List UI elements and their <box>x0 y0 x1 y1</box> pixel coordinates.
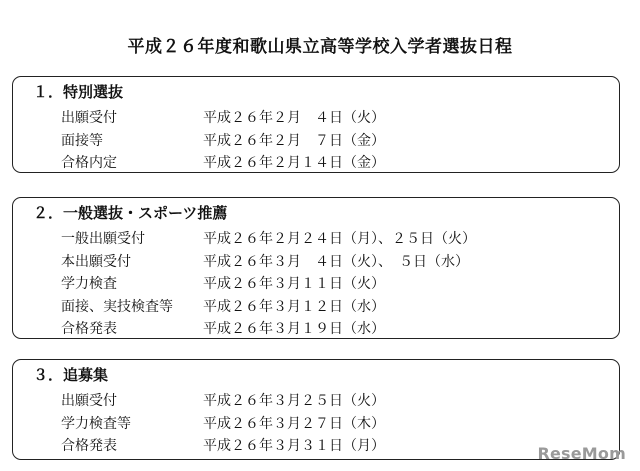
schedule-date: 平成２６年３月１９日（水） <box>203 321 385 337</box>
section-header: ３．追募集 <box>33 366 109 384</box>
schedule-row <box>13 411 619 434</box>
schedule-label: 学力検査等 <box>61 415 131 432</box>
schedule-row <box>13 388 619 411</box>
schedule-label: 一般出願受付 <box>61 231 145 247</box>
schedule-date: 平成２６年３月２７日（木） <box>203 415 385 432</box>
schedule-label: 面接、実技検査等 <box>61 298 173 315</box>
schedule-label: 合格発表 <box>61 321 117 337</box>
schedule-row <box>13 316 619 339</box>
schedule-date: 平成２６年３月１２日（水） <box>203 298 385 315</box>
schedule-date: 平成２６年３月１１日（火） <box>203 276 385 292</box>
schedule-row <box>13 249 619 272</box>
schedule-date: 平成２６年２月 ４日（火） <box>203 110 385 126</box>
schedule-label: 出願受付 <box>61 110 117 126</box>
schedule-row <box>13 433 619 456</box>
schedule-label: 面接等 <box>61 132 103 149</box>
schedule-label: 学力検査 <box>61 276 117 292</box>
schedule-label: 合格内定 <box>61 155 117 171</box>
section-header: ２．一般選抜・スポーツ推薦 <box>33 204 228 222</box>
schedule-date: 平成２６年２月２４日（月）、２５日（火） <box>203 231 476 247</box>
schedule-label: 本出願受付 <box>61 253 131 270</box>
section-supplementary-recruitment <box>12 359 620 460</box>
section-special-selection <box>12 76 620 173</box>
schedule-date: 平成２６年２月 ７日（金） <box>203 132 385 149</box>
section-header: １．特別選抜 <box>33 83 124 101</box>
schedule-label: 合格発表 <box>61 438 117 454</box>
schedule-row <box>13 226 619 249</box>
watermark-logo: ReseMom <box>537 444 626 463</box>
schedule-date: 平成２６年３月 ４日（火）、 ５日（水） <box>203 253 469 270</box>
schedule-row <box>13 271 619 294</box>
schedule-date: 平成２６年３月２５日（火） <box>203 393 385 409</box>
schedule-date: 平成２６年２月１４日（金） <box>203 155 385 171</box>
schedule-row <box>13 105 619 128</box>
schedule-row <box>13 150 619 173</box>
page-title: 平成２６年度和歌山県立高等学校入学者選抜日程 <box>127 37 513 57</box>
schedule-row <box>13 294 619 317</box>
schedule-row <box>13 128 619 151</box>
section-general-selection <box>12 197 620 339</box>
schedule-date: 平成２６年３月３１日（月） <box>203 438 385 454</box>
schedule-label: 出願受付 <box>61 393 117 409</box>
